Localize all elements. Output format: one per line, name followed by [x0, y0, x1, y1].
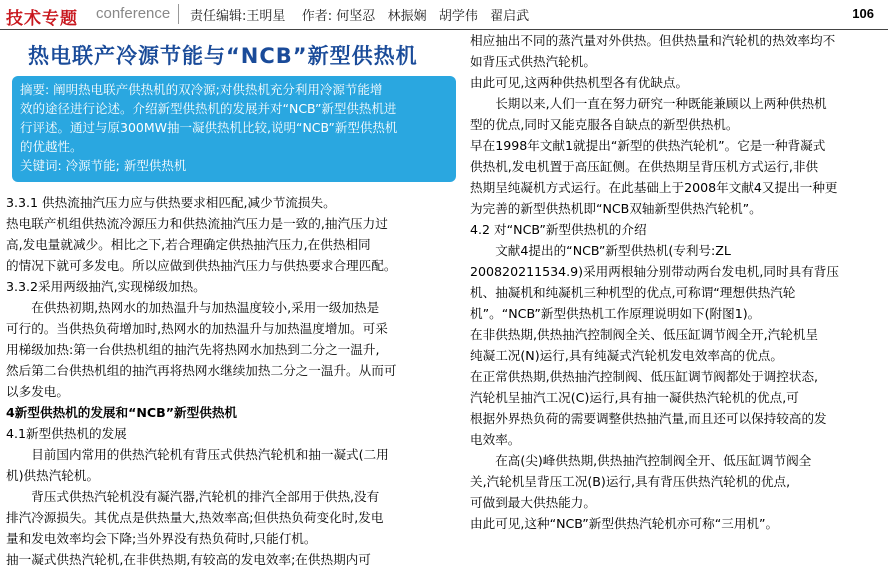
body-line: 由此可见,这种“NCB”新型供热汽轮机亦可称“三用机”。 — [470, 516, 779, 531]
page-number: 106 — [852, 6, 874, 21]
author-name: 林振娴 — [387, 9, 427, 24]
header-separator — [178, 4, 179, 24]
body-line: 在正常供热期,供热抽汽控制阀、低压缸调节阀都处于调控状态, — [470, 369, 819, 384]
body-line: 电效率。 — [470, 432, 521, 447]
body-line: 热期呈纯凝机方式运行。在此基础上于2008年文献4又提出一种更 — [470, 180, 838, 195]
body-line: 背压式供热汽轮机没有凝汽器,汽轮机的排汽全部用于供热,没有 — [31, 489, 380, 504]
body-line: 在高(尖)峰供热期,供热抽汽控制阀全开、低压缸调节阀全 — [495, 453, 812, 468]
body-line: 在非供热期,供热抽汽控制阀全关、低压缸调节阀全开,汽轮机呈 — [470, 327, 819, 342]
body-line: 200820211534.9)采用两根轴分别带动两台发电机,同时具有背压 — [470, 264, 839, 279]
body-line: 文献4提出的“NCB”新型供热机(专利号:ZL — [495, 243, 731, 258]
body-line: 用梯级加热:第一台供热机组的抽汽先将热网水加热到二分之一温升, — [6, 342, 380, 357]
body-line: 在供热初期,热网水的加热温升与加热温度较小,采用一级加热是 — [31, 300, 380, 315]
abstract-line: 的优越性。 — [20, 139, 83, 154]
section-brand-english: conference — [96, 5, 171, 22]
article-title: 热电联产冷源节能与“NCB”新型供热机 — [28, 44, 418, 68]
body-line: 汽轮机呈抽汽工况(C)运行,具有抽一凝供热汽轮机的优点,可 — [470, 390, 799, 405]
abstract-line: 摘要: 阐明热电联产供热机的双冷源;对供热机充分利用冷源节能增 — [20, 82, 383, 97]
section-brand: 技术专题 — [6, 9, 78, 29]
abstract-box — [12, 76, 456, 182]
page-header — [0, 0, 888, 30]
body-line: 以多发电。 — [6, 384, 69, 399]
body-line: 供热机,发电机置于高压缸侧。在供热期呈背压机方式运行,非供 — [470, 159, 819, 174]
body-line: 长期以来,人们一直在努力研究一种既能兼顾以上两种供热机 — [495, 96, 827, 111]
credits — [190, 5, 533, 24]
body-line: 如背压式供热汽轮机。 — [470, 54, 596, 69]
body-line: 纯凝工况(N)运行,具有纯凝式汽轮机发电效率高的优点。 — [470, 348, 783, 363]
body-line: 为完善的新型供热机即“NCB双轴新型供热汽轮机”。 — [470, 201, 762, 216]
body-line: 抽一凝式供热汽轮机,在非供热期,有较高的发电效率;在供热期内可 — [6, 552, 371, 567]
body-line: 相应抽出不同的蒸汽量对外供热。但供热量和汽轮机的热效率均不 — [470, 33, 836, 48]
subsection-heading: 4.1新型供热机的发展 — [6, 426, 127, 441]
body-line: 可做到最大供热能力。 — [470, 495, 596, 510]
subsection-heading: 4.2 对“NCB”新型供热机的介绍 — [470, 222, 647, 237]
body-line: 量和发电效率均会下降;当外界没有热负荷时,只能仃机。 — [6, 531, 317, 546]
body-line: 目前国内常用的供热汽轮机有背压式供热汽轮机和抽一凝式(二用 — [31, 447, 389, 462]
left-column — [6, 192, 454, 570]
section-heading: 3.3.1 供热流抽汽压力应与供热要求相匹配,减少节流损失。 — [6, 195, 336, 210]
section-heading: 4新型供热机的发展和“NCB”新型供热机 — [6, 405, 238, 420]
author-name: 胡学伟 — [438, 9, 478, 24]
body-line: 然后第二台供热机组的抽汽再将热网水继续加热二分之一温升。从而可 — [6, 363, 397, 378]
author-name: 翟启武 — [490, 9, 530, 24]
abstract-line: 行评述。通过与原300MW抽一凝供热机比较,说明“NCB”新型供热机 — [20, 120, 398, 135]
editor-credit: 责任编辑:王明星 — [190, 9, 286, 24]
body-line: 型的优点,同时又能克服各自缺点的新型供热机。 — [470, 117, 739, 132]
body-line: 高,发电量就减少。相比之下,若合理确定供热抽汽压力,在供热相同 — [6, 237, 371, 252]
body-line: 机”。“NCB”新型供热机工作原理说明如下(附图1)。 — [470, 306, 761, 321]
body-line: 的情况下就可多发电。所以应做到供热抽汽压力与供热要求合理匹配。 — [6, 258, 397, 273]
body-line: 热电联产机组供热流冷源压力和供热流抽汽压力是一致的,抽汽压力过 — [6, 216, 388, 231]
body-line: 机)供热汽轮机。 — [6, 468, 100, 483]
section-heading: 3.3.2采用两级抽汽,实现梯级加热。 — [6, 279, 206, 294]
abstract-line: 效的途径进行论述。介绍新型供热机的发展并对“NCB”新型供热机进 — [20, 101, 397, 116]
body-line: 根据外界热负荷的需要调整供热抽汽量,而且还可以保持较高的发 — [470, 411, 827, 426]
author-credit: 作者: 何坚忍 — [301, 9, 376, 24]
right-column — [470, 30, 882, 534]
body-line: 机、抽凝机和纯凝机三种机型的优点,可称谓“理想供热汽轮 — [470, 285, 796, 300]
body-line: 关,汽轮机呈背压工况(B)运行,具有背压供热汽轮机的优点, — [470, 474, 791, 489]
keywords-line: 关键词: 冷源节能; 新型供热机 — [20, 158, 187, 173]
body-line: 排汽冷源损失。其优点是供热量大,热效率高;但供热负荷变化时,发电 — [6, 510, 384, 525]
body-line: 由此可见,这两种供热机型各有优缺点。 — [470, 75, 689, 90]
body-line: 早在1998年文献1就提出“新型的供热汽轮机”。它是一种背凝式 — [470, 138, 826, 153]
body-line: 可行的。当供热负荷增加时,热网水的加热温升与加热温度增加。可采 — [6, 321, 388, 336]
